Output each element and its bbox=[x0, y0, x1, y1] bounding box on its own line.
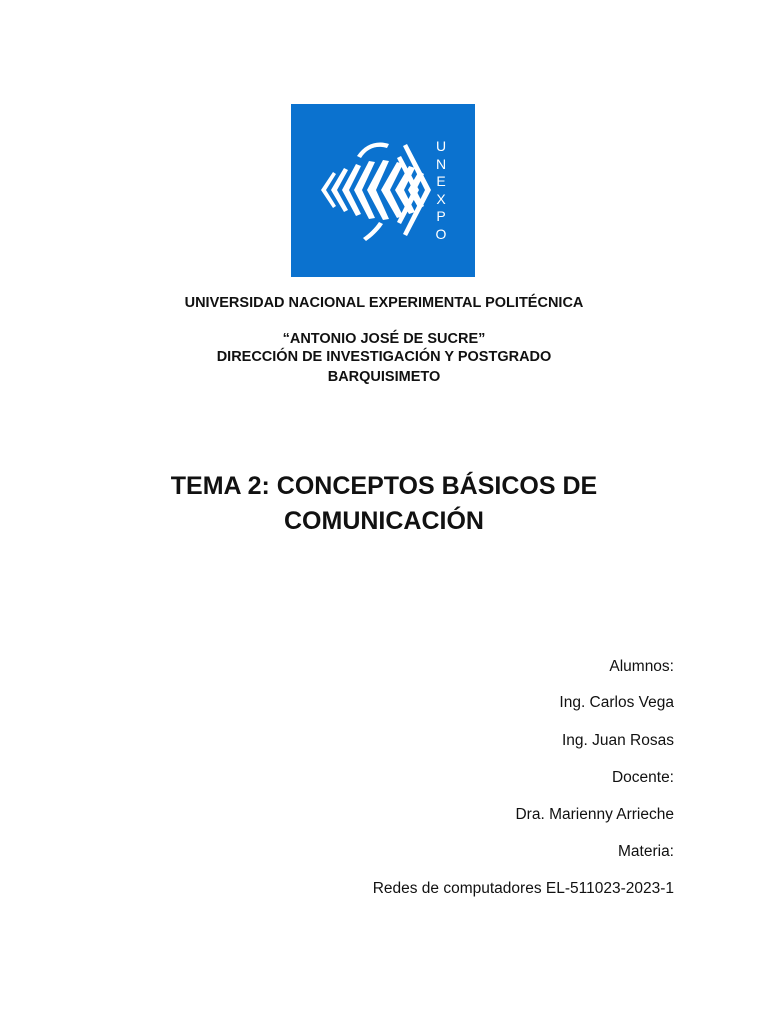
logo-letter: E bbox=[436, 173, 446, 189]
logo-letter: N bbox=[435, 155, 447, 172]
document-title-line-1: TEMA 2: CONCEPTOS BÁSICOS DE bbox=[170, 472, 598, 500]
city-name: BARQUISIMETO bbox=[327, 369, 441, 385]
teacher-label: Docente: bbox=[611, 769, 674, 786]
teacher-name: Dra. Marienny Arrieche bbox=[515, 806, 674, 823]
student-name: Ing. Carlos Vega bbox=[559, 694, 674, 711]
department-name: DIRECCIÓN DE INVESTIGACIÓN Y POSTGRADO bbox=[216, 349, 552, 365]
document-title-line-2: COMUNICACIÓN bbox=[284, 507, 484, 535]
logo-wordmark bbox=[433, 138, 449, 243]
subject-label: Materia: bbox=[618, 843, 674, 860]
logo-letter: P bbox=[436, 208, 446, 224]
logo-letter: O bbox=[435, 225, 447, 242]
students-label: Alumnos: bbox=[609, 658, 674, 675]
logo-letter: X bbox=[436, 190, 446, 207]
logo-letter: U bbox=[435, 138, 447, 154]
university-name: UNIVERSIDAD NACIONAL EXPERIMENTAL POLITÉCNICA bbox=[184, 295, 584, 311]
university-subtitle: “ANTONIO JOSÉ DE SUCRE” bbox=[282, 331, 486, 347]
subject-name: Redes de computadores EL-511023-2023-1 bbox=[372, 880, 674, 897]
student-name: Ing. Juan Rosas bbox=[561, 732, 674, 749]
